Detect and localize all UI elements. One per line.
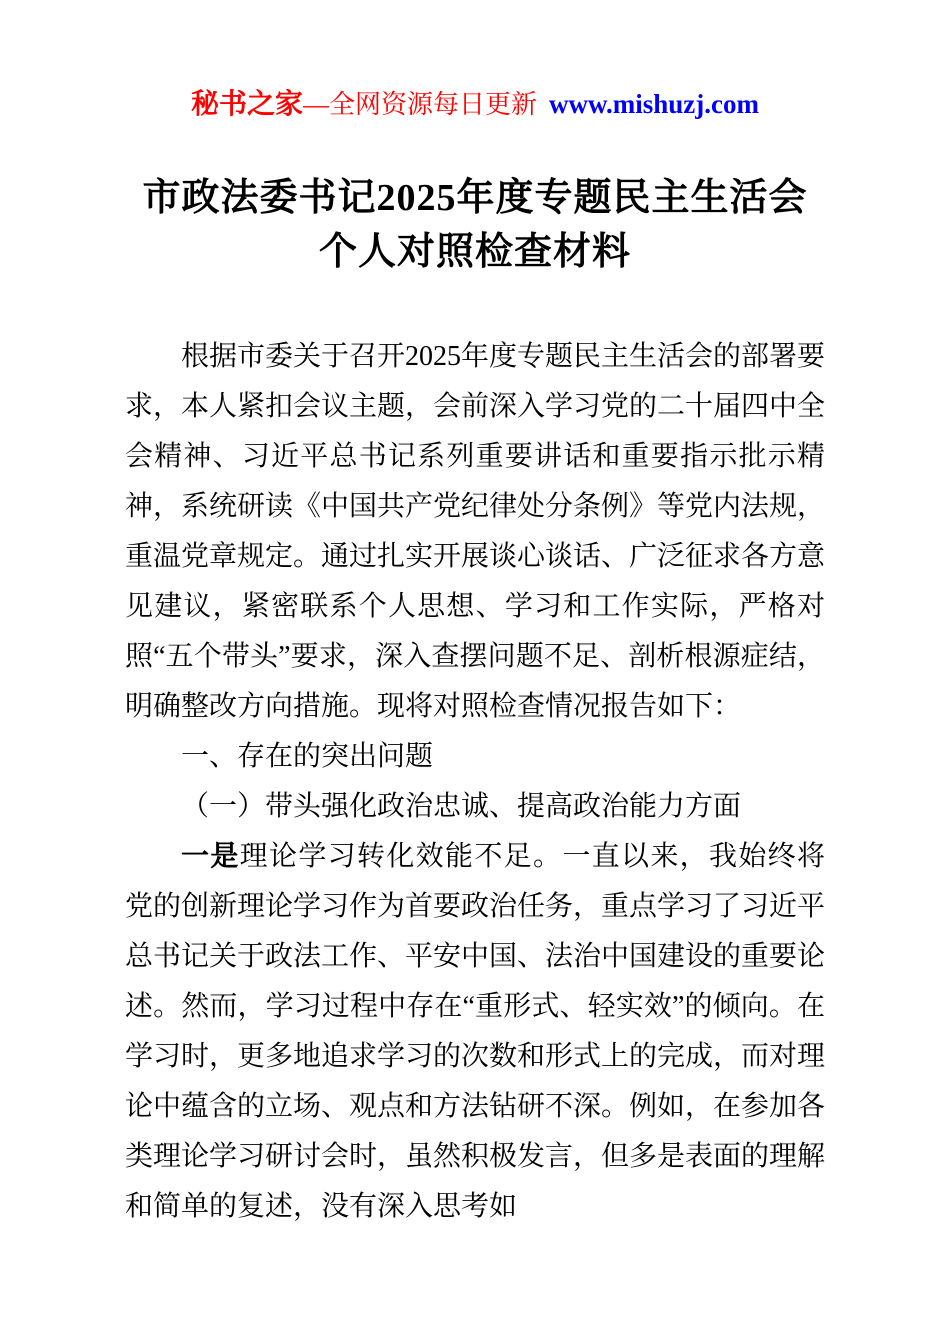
site-tagline: —全网资源每日更新 (303, 90, 538, 119)
site-header (125, 88, 825, 122)
point-1-text: 理论学习转化效能不足。一直以来，我始终将党的创新理论学习作为首要政治任务，重点学习了习近平总书记关于政法工作、平安中国、法治中国建设的重要论述。然而，学习过程中存在“重形式、轻实效”的倾向。在学习时，更多地追求学习的次数和形式上的完成，而对理论中蕴含的立场、观点和方法钻研不深。例如，在参加各类理论学习研讨会时，虽然积极发言，但多是表面的理解和简单的复述，没有深入思考如 (125, 840, 826, 1222)
site-url-link[interactable]: www.mishuzj.com (549, 89, 760, 119)
site-brand: 秘书之家 (190, 89, 303, 120)
section-heading-1: 一、存在的突出问题 (181, 740, 434, 772)
paragraph-point-1 (125, 832, 825, 1232)
point-1-lead: 一是 (181, 840, 240, 872)
paragraph-intro: 根据市委关于召开2025年度专题民主生活会的部署要求，本人紧扣会议主题，会前深入学习党的二十届四中全会精神、习近平总书记系列重要讲话和重要指示批示精神，系统研读《中国共产党纪律处分条例》等党内法规，重温党章规定。通过扎实开展谈心谈话、广泛征求各方意见建议，紧密联系个人思想、学习和工作实际，严格对照“五个带头”要求，深入查摆问题不足、剖析根源症结，明确整改方向措施。现将对照检查情况报告如下： (125, 340, 826, 722)
document-body (125, 332, 825, 1232)
subsection-heading-1: （一）带头强化政治忠诚、提高政治能力方面 (181, 790, 742, 822)
document-title: 市政法委书记2025年度专题民主生活会个人对照检查材料 (142, 176, 808, 273)
